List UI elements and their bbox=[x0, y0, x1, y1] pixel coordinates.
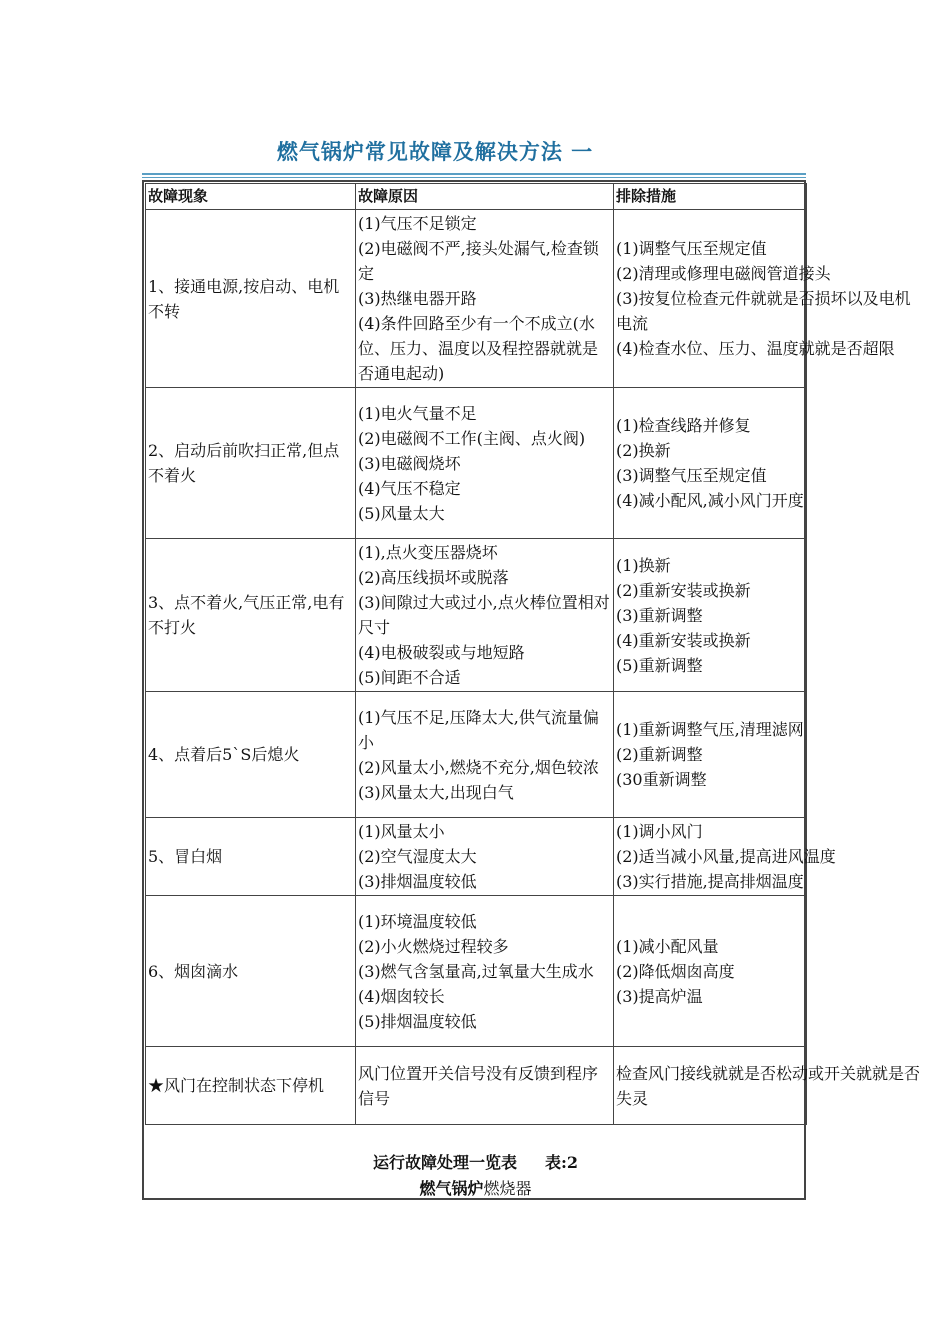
measure-item: (2)降低烟囱高度 bbox=[616, 961, 735, 981]
phenomenon-cell: 5、冒白烟 bbox=[146, 818, 356, 896]
measure-item: (2)换新 bbox=[616, 441, 671, 460]
header-phenomenon: 故障现象 bbox=[146, 184, 356, 210]
measure-item: (3)重新调整 bbox=[616, 605, 703, 625]
cause-item: (2)电磁阀不工作(主阀、点火阀) bbox=[358, 428, 586, 448]
table-caption bbox=[145, 1150, 806, 1202]
measure-item: 失灵 bbox=[616, 1088, 649, 1108]
caption-subject-suffix: 燃烧器 bbox=[483, 1179, 532, 1198]
measure-item: (3)按复位检查元件就就是否损坏以及电机电流 bbox=[616, 289, 911, 333]
cause-cell bbox=[356, 896, 614, 1047]
cause-item: (3)间隙过大或过小,点火棒位置相对尺寸 bbox=[358, 593, 610, 637]
measure-cell bbox=[614, 692, 807, 818]
measure-cell bbox=[614, 210, 911, 388]
measure-item: (1)减小配风量 bbox=[616, 936, 719, 956]
cause-item: (1)环境温度较低 bbox=[358, 911, 477, 931]
measure-item: (3)调整气压至规定值 bbox=[616, 466, 767, 485]
cause-item: (1)气压不足锁定 bbox=[358, 214, 477, 233]
cause-item: (2)小火燃烧过程较多 bbox=[358, 936, 509, 956]
caption-title: 运行故障处理一览表 bbox=[372, 1153, 517, 1172]
measure-item: (5)重新调整 bbox=[616, 655, 703, 675]
cause-item: (1)气压不足,压降太大,供气流量偏小 bbox=[358, 707, 599, 752]
cause-item: (4)烟囱较长 bbox=[358, 986, 445, 1006]
phenomenon-cell: ★风门在控制状态下停机 bbox=[146, 1047, 356, 1125]
cause-item: (3)燃气含氢量高,过氧量大生成水 bbox=[358, 961, 594, 981]
title-rule bbox=[142, 173, 806, 175]
cause-cell bbox=[356, 210, 614, 388]
measure-item: (1)换新 bbox=[616, 555, 671, 575]
cause-item: (4)电极破裂或与地短路 bbox=[358, 643, 525, 662]
measure-item: (4)检查水位、压力、温度就就是否超限 bbox=[616, 339, 895, 358]
measure-item: (30重新调整 bbox=[616, 770, 707, 789]
measure-item: (1)重新调整气压,清理滤网 bbox=[616, 720, 804, 739]
caption-table-number: 表:2 bbox=[544, 1153, 579, 1172]
measure-item: (1)调小风门 bbox=[616, 822, 703, 841]
fault-table bbox=[145, 183, 921, 1125]
cause-cell bbox=[356, 539, 614, 692]
phenomenon-cell: 6、烟囱滴水 bbox=[146, 896, 356, 1047]
measure-cell bbox=[614, 388, 807, 539]
phenomenon-cell: 4、点着后5`S后熄火 bbox=[146, 692, 356, 818]
table-row bbox=[146, 210, 807, 388]
table-row bbox=[146, 539, 807, 692]
measure-item: (1)调整气压至规定值 bbox=[616, 239, 767, 258]
header-measure: 排除措施 bbox=[614, 184, 807, 210]
cause-item: (1),点火变压器烧坏 bbox=[358, 543, 498, 562]
measure-cell bbox=[614, 539, 807, 692]
measure-item: (2)重新安装或换新 bbox=[616, 580, 751, 600]
table-header-row bbox=[146, 184, 807, 210]
measure-item: (2)适当减小风量,提高进风温度 bbox=[616, 847, 836, 866]
measure-cell bbox=[614, 1047, 921, 1125]
table-row bbox=[146, 1047, 807, 1125]
table-row bbox=[146, 692, 807, 818]
cause-cell bbox=[356, 692, 614, 818]
cause-item: (2)空气湿度太大 bbox=[358, 847, 477, 866]
measure-cell bbox=[614, 896, 807, 1047]
table-row bbox=[146, 896, 807, 1047]
cause-item: (3)热继电器开路 bbox=[358, 289, 477, 308]
cause-item: (5)排烟温度较低 bbox=[358, 1011, 477, 1031]
cause-item: (3)排烟温度较低 bbox=[358, 872, 477, 891]
phenomenon-cell: 2、启动后前吹扫正常,但点不着火 bbox=[146, 388, 356, 539]
cause-item: (4)气压不稳定 bbox=[358, 478, 461, 498]
table-row bbox=[146, 388, 807, 539]
measure-item: (4)重新安装或换新 bbox=[616, 630, 751, 650]
measure-item: (3)提高炉温 bbox=[616, 986, 703, 1006]
cause-item: (2)风量太小,燃烧不充分,烟色较浓 bbox=[358, 757, 599, 777]
cause-cell bbox=[356, 388, 614, 539]
title-rule-thin bbox=[142, 177, 806, 178]
measure-item: (2)重新调整 bbox=[616, 745, 703, 764]
cause-cell: 风门位置开关信号没有反馈到程序信号 bbox=[356, 1047, 614, 1125]
table-row bbox=[146, 818, 807, 896]
phenomenon-cell: 1、接通电源,按启动、电机不转 bbox=[146, 210, 356, 388]
cause-item: (1)电火气量不足 bbox=[358, 403, 477, 423]
measure-cell bbox=[614, 818, 836, 896]
caption-subject: 燃气锅炉 bbox=[419, 1179, 484, 1198]
page-title: 燃气锅炉常见故障及解决方法 一 bbox=[276, 140, 594, 164]
cause-item: (1)风量太小 bbox=[358, 822, 445, 841]
cause-item: (4)条件回路至少有一个不成立(水位、压力、温度以及程控器就就是否通电起动) bbox=[358, 314, 599, 383]
measure-item: (3)实行措施,提高排烟温度 bbox=[616, 872, 804, 891]
measure-item: (1)检查线路并修复 bbox=[616, 416, 751, 435]
measure-item: 检查风门接线就就是否松动或开关就就是否 bbox=[616, 1063, 921, 1083]
cause-item: (3)电磁阀烧坏 bbox=[358, 453, 461, 473]
measure-item: (4)减小配风,减小风门开度 bbox=[616, 491, 804, 510]
cause-item: (2)电磁阀不严,接头处漏气,检查锁定 bbox=[358, 239, 599, 283]
cause-item: (3)风量太大,出现白气 bbox=[358, 782, 514, 802]
cause-item: (2)高压线损坏或脱落 bbox=[358, 568, 509, 587]
phenomenon-cell: 3、点不着火,气压正常,电有不打火 bbox=[146, 539, 356, 692]
header-cause: 故障原因 bbox=[356, 184, 614, 210]
measure-item: (2)清理或修理电磁阀管道接头 bbox=[616, 264, 831, 283]
cause-item: (5)间距不合适 bbox=[358, 668, 461, 687]
cause-item: (5)风量太大 bbox=[358, 503, 445, 523]
cause-cell bbox=[356, 818, 614, 896]
